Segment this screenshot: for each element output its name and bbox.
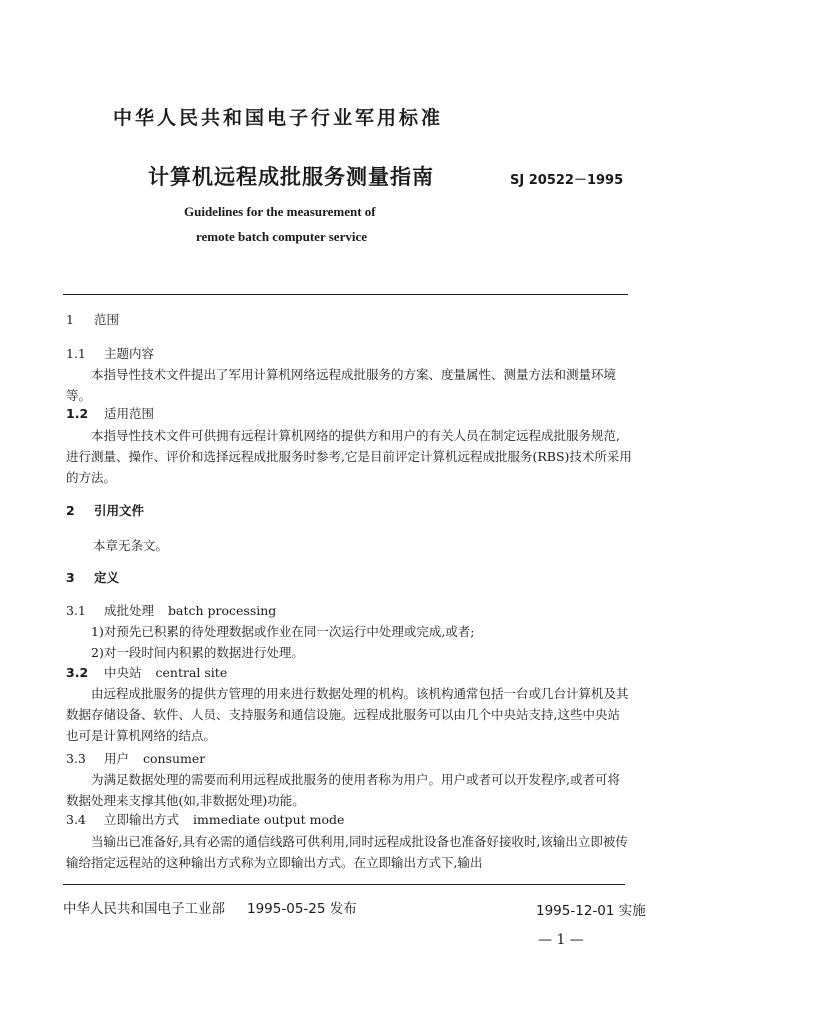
section-1-1-body: 本指导性技术文件提出了军用计算机网络远程成批服务的方案、度量属性、测量方法和测量环境等。 [66,367,617,403]
footer-issuer-block [63,897,357,917]
section-3-2-heading: 3.2 中央站 central site [66,665,228,680]
section-2-body: 本章无条文。 [93,538,169,553]
english-title-line1: Guidelines for the measurement of [184,204,376,219]
section-3-heading: 3 定义 [66,570,120,585]
standard-organization: 中华人民共和国电子行业军用标准 [113,107,444,129]
section-3-1-heading: 3.1 成批处理 batch processing [66,603,277,618]
section-3-4-body: 当输出已准备好,具有必需的通信线路可供利用,同时远程成批设备也准备好接收时,该输出立即被传输给指定远程站的这种输出方式称为立即输出方式。在立即输出方式下,输出 [66,834,628,870]
section-1-2-body: 本指导性技术文件可供拥有远程计算机网络的提供方和用户的有关人员在制定远程成批服务规范,进行测量、操作、评价和选择远程成批服务时参考,它是目前评定计算机远程成批服务(RBS)技术所采用的方法。 [66,428,632,485]
section-3-4-heading: 3.4 立即输出方式 immediate output mode [66,812,345,827]
bottom-divider [63,884,625,885]
section-2-heading: 2 引用文件 [66,503,145,518]
section-1-heading: 1 范围 [66,312,120,327]
english-title-line2: remote batch computer service [196,229,367,244]
section-3-3-heading: 3.3 用户 consumer [66,751,206,766]
section-3-1-item-2: 2)对一段时间内积累的数据进行处理。 [91,645,304,660]
section-3-2-body: 由远程成批服务的提供方管理的用来进行数据处理的机构。该机构通常包括一台或几台计算机及其数据存储设备、软件、人员、支持服务和通信设施。远程成批服务可以由几个中央站支持,这些中央站也可是计算机网络的结点。 [66,686,629,743]
document-title: 计算机远程成批服务测量指南 [148,165,434,189]
footer-effective-date: 1995-12-01 实施 [536,903,646,919]
section-3-1-item-1: 1)对预先已积累的待处理数据或作业在同一次运行中处理或完成,或者; [91,624,475,639]
page-number: — 1 — [538,932,584,948]
footer-issue-date: 1995-05-25 发布 [247,901,357,917]
standard-number: SJ 20522－1995 [510,173,624,188]
section-1-1-heading: 1.1 主题内容 [66,346,155,361]
top-divider [63,294,628,295]
section-3-3-body: 为满足数据处理的需要而利用远程成批服务的使用者称为用户。用户或者可以开发程序,或者可将数据处理来支撑其他(如,非数据处理)功能。 [66,772,620,808]
section-1-2-heading: 1.2 适用范围 [66,406,155,421]
footer-issuer: 中华人民共和国电子工业部 [63,901,225,917]
